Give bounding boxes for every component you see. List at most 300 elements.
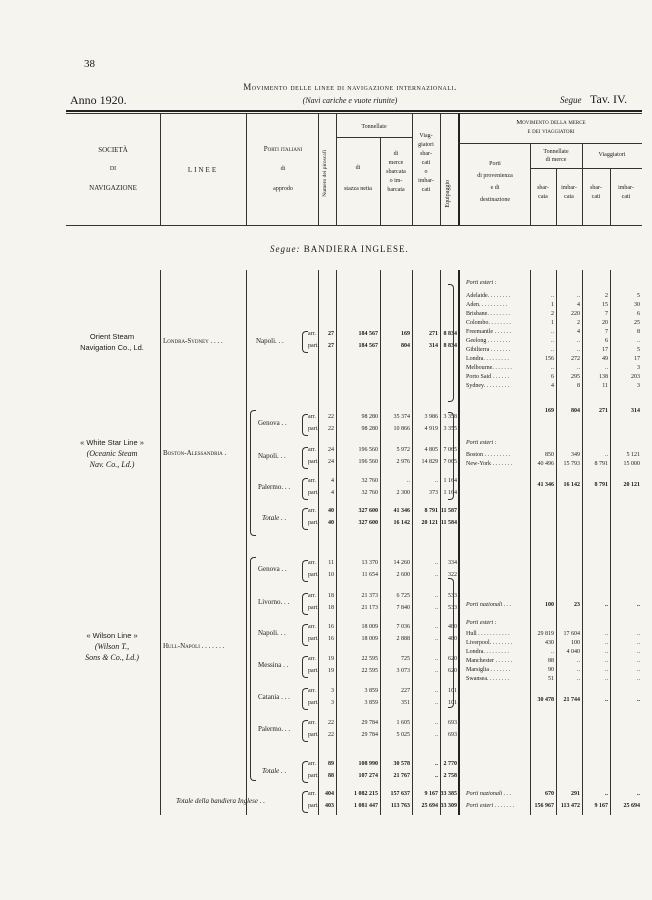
orient-foreign-val-1-1: 1 <box>551 302 554 308</box>
ws-tot-part-col2: 16 142 <box>393 520 410 526</box>
part-label: part. <box>308 605 319 611</box>
orient-foreign-val-7-4: 17 <box>634 356 640 362</box>
grand-total-label: Totale della bandiera Inglese . . <box>176 797 265 805</box>
wl-port-name-3: Messina . . <box>258 661 289 669</box>
page-title: Movimento delle linee di navigazione internazionali. <box>243 82 457 92</box>
orient-foreign-val-6-1: .. <box>551 347 554 353</box>
wl-foreign-val-0-2: 17 604 <box>563 631 580 637</box>
seque-label: Segue <box>560 95 582 105</box>
divider <box>440 113 441 225</box>
wl-3-part-col3: .. <box>435 668 438 674</box>
part-label: part. <box>308 700 319 706</box>
grand-arr-col3: 9 167 <box>424 791 438 797</box>
ws-0-arr-col1: 98 280 <box>361 414 378 420</box>
wl-5-part-col2: 5 025 <box>396 732 410 738</box>
wl-0-arr-col1: 13 370 <box>361 560 378 566</box>
divider <box>160 113 161 225</box>
wl-3-arr-col4: 620 <box>448 656 457 662</box>
wl-4-arr-col3: .. <box>435 688 438 694</box>
grand-arr-col0: 404 <box>325 791 334 797</box>
header-stazza-2: stazza netta <box>344 186 372 192</box>
year-label: Anno 1920. <box>70 93 127 107</box>
orient-foreign-val-3-4: 25 <box>634 320 640 326</box>
company-wilson: « Wilson Line » (Wilson T., Sons & Co., Ld.) <box>85 631 139 662</box>
orient-foreign-val-7-1: 156 <box>545 356 554 362</box>
orient-foreign-val-9-2: 295 <box>571 374 580 380</box>
divider <box>160 270 161 815</box>
wl-5-arr-col2: 1 605 <box>396 720 410 726</box>
wl-1-arr-col0: 18 <box>328 593 334 599</box>
ws-2-arr-col3: .. <box>435 478 438 484</box>
header-linee: LINEE <box>187 166 219 174</box>
header-societa-1: SOCIETÀ <box>98 146 128 154</box>
orient-porti-esteri: Porti esteri : <box>466 280 497 286</box>
wl-foreign-val-1-4: .. <box>637 640 640 646</box>
orient-foreign-val-7-2: 272 <box>571 356 580 362</box>
wl-foreign-val-0-1: 29 819 <box>537 631 554 637</box>
orient-foreign-port-8: Melbourne. . . . . . . <box>466 365 512 371</box>
grand-est-1: 113 472 <box>560 803 580 809</box>
orient-foreign-val-0-2: .. <box>577 293 580 299</box>
wl-5-part-col0: 22 <box>328 732 334 738</box>
orient-part-equip: 8 834 <box>443 343 457 349</box>
ws-foreign-val-1-2: 15 793 <box>563 461 580 467</box>
orient-foreign-val-10-4: 3 <box>637 383 640 389</box>
header-porti-3: approdo <box>273 186 293 192</box>
wl-1-part-col3: .. <box>435 605 438 611</box>
orient-foreign-val-2-3: 7 <box>605 311 608 317</box>
orient-foreign-val-5-4: .. <box>637 338 640 344</box>
orient-foreign-val-4-2: 4 <box>577 329 580 335</box>
orient-foreign-val-2-2: 220 <box>571 311 580 317</box>
part-label: part. <box>308 803 319 809</box>
arr-label: arr. <box>308 478 316 484</box>
header-imbarcati: imbar- cati <box>618 185 634 200</box>
wl-4-arr-col1: 3 859 <box>364 688 378 694</box>
grand-naz-0: 670 <box>545 791 554 797</box>
wl-3-part-col4: 620 <box>448 668 457 674</box>
header-porti-1: Porti italiani <box>263 145 303 153</box>
ws-port-name-2: Palermo. . . <box>258 483 291 491</box>
brace <box>250 557 256 781</box>
wl-port-name-5: Palermo. . . <box>258 725 291 733</box>
orient-foreign-val-4-1: .. <box>551 329 554 335</box>
line-wilson: Hull-Napoli . . . . . . . <box>163 642 225 650</box>
wl-total-vsbar: .. <box>605 697 608 703</box>
wl-total-imbar: 21 744 <box>563 697 580 703</box>
grand-est-2: 9 167 <box>594 803 608 809</box>
wl-2-part-col3: .. <box>435 636 438 642</box>
brace <box>448 412 454 500</box>
wl-5-arr-col1: 29 784 <box>361 720 378 726</box>
wl-5-arr-col4: 693 <box>448 720 457 726</box>
ws-foreign-val-0-3: .. <box>605 452 608 458</box>
part-label: part. <box>308 426 319 432</box>
line-white-star: Boston-Alessandria . <box>163 449 227 457</box>
arr-label: arr. <box>308 761 316 767</box>
brace <box>448 578 454 708</box>
header-societa-3: NAVIGAZIONE <box>89 184 137 192</box>
wl-2-arr-col1: 18 009 <box>361 624 378 630</box>
wl-5-arr-col0: 22 <box>328 720 334 726</box>
part-label: part. <box>308 459 319 465</box>
orient-foreign-val-5-1: .. <box>551 338 554 344</box>
wl-port-name-2: Napoli. . . <box>258 629 286 637</box>
header-imbarcata: imbar- cata <box>561 185 577 200</box>
page-subtitle: (Navi cariche e vuote riunite) <box>302 96 398 105</box>
arr-label: arr. <box>308 414 316 420</box>
orient-foreign-val-10-2: 8 <box>577 383 580 389</box>
wl-foreign-port-4: Marsiglia . . . . . . . <box>466 667 510 673</box>
ws-2-part-col4: 1 164 <box>443 490 457 496</box>
ws-0-arr-col0: 22 <box>328 414 334 420</box>
wl-foreign-val-4-4: .. <box>637 667 640 673</box>
wl-2-arr-col2: 7 036 <box>396 624 410 630</box>
part-label: part. <box>308 636 319 642</box>
orient-foreign-port-5: Geelong . . . . . . . . <box>466 338 511 344</box>
wl-5-arr-col3: .. <box>435 720 438 726</box>
wilson-totale-label: Totale . . <box>262 767 287 775</box>
orient-part-stazza: 184 567 <box>358 343 378 349</box>
section-segue: Segue: <box>270 244 301 254</box>
grand-naz-3: .. <box>637 791 640 797</box>
ws-1-part-col4: 7 065 <box>443 459 457 465</box>
ws-tot-arr-col4: 11 587 <box>440 508 457 514</box>
ws-1-arr-col2: 5 972 <box>396 447 410 453</box>
ws-0-arr-col2: 35 374 <box>393 414 410 420</box>
ws-tot-part-col3: 20 121 <box>421 520 438 526</box>
orient-foreign-val-1-2: 4 <box>577 302 580 308</box>
wl-0-part-col3: .. <box>435 572 438 578</box>
ws-foreign-val-1-3: 8 791 <box>594 461 608 467</box>
orient-foreign-val-7-3: 49 <box>602 356 608 362</box>
orient-total-vsbar: 271 <box>599 408 608 414</box>
wl-1-part-col1: 21 173 <box>361 605 378 611</box>
divider <box>458 270 460 815</box>
orient-foreign-val-8-3: .. <box>605 365 608 371</box>
wl-foreign-port-2: Londra. . . . . . . . . <box>466 649 509 655</box>
orient-foreign-port-6: Gibilterra . . . . . . . <box>466 347 511 353</box>
wl-foreign-val-4-1: 90 <box>548 667 554 673</box>
header-movimento: Movimento della merce e dei viaggiatori <box>516 119 586 135</box>
arr-label: arr. <box>308 447 316 453</box>
orient-foreign-val-10-1: 4 <box>551 383 554 389</box>
orient-foreign-val-9-1: 6 <box>551 374 554 380</box>
ws-0-part-col0: 22 <box>328 426 334 432</box>
header-stazza-1: di <box>355 165 361 171</box>
part-label: part. <box>308 732 319 738</box>
wl-4-part-col0: 3 <box>331 700 334 706</box>
header-porti-2: di <box>280 166 286 172</box>
wl-1-arr-col4: 533 <box>448 593 457 599</box>
grand-arr-col4: 33 385 <box>440 791 457 797</box>
port-orient-napoli: Napoli. . . <box>256 337 284 345</box>
wl-foreign-port-1: Liverpool. . . . . . . . <box>466 640 513 646</box>
wl-4-arr-col2: 227 <box>401 688 410 694</box>
orient-foreign-val-6-2: .. <box>577 347 580 353</box>
orient-foreign-val-9-4: 203 <box>631 374 640 380</box>
grand-arr-col2: 157 637 <box>390 791 410 797</box>
wl-foreign-val-3-2: .. <box>577 658 580 664</box>
wl-4-part-col1: 3 859 <box>364 700 378 706</box>
wl-0-part-col0: 10 <box>328 572 334 578</box>
arr-label: arr. <box>308 624 316 630</box>
wl-porti-nazionali: Porti nazionali . . . <box>466 602 512 608</box>
part-label: part. <box>308 520 319 526</box>
orient-foreign-port-2: Brisbane. . . . . . . . <box>466 311 510 317</box>
wl-naz-imbar: 23 <box>574 602 580 608</box>
ws-tot-part-col4: 11 584 <box>440 520 457 526</box>
orient-foreign-val-1-4: 30 <box>634 302 640 308</box>
wl-2-part-col2: 2 888 <box>396 636 410 642</box>
wl-4-arr-col4: 101 <box>448 688 457 694</box>
ws-tot-arr-col1: 327 600 <box>358 508 378 514</box>
wl-1-part-col2: 7 840 <box>396 605 410 611</box>
wl-foreign-val-2-3: .. <box>605 649 608 655</box>
wl-0-arr-col0: 11 <box>328 560 334 566</box>
wl-foreign-val-0-4: .. <box>637 631 640 637</box>
wl-port-name-0: Genova . . <box>258 565 287 573</box>
wl-total-sbar: 30 478 <box>537 697 554 703</box>
ws-0-arr-col4: 3 358 <box>443 414 457 420</box>
wl-foreign-val-1-2: 100 <box>571 640 580 646</box>
wl-1-part-col0: 18 <box>328 605 334 611</box>
wl-0-arr-col3: .. <box>435 560 438 566</box>
line-orient: Londra-Sydney . . . . <box>163 337 223 345</box>
orient-arr-stazza: 184 567 <box>358 331 378 337</box>
wl-porti-esteri: Porti esteri : <box>466 620 497 626</box>
orient-foreign-val-1-3: 15 <box>602 302 608 308</box>
wl-tot-part-col4: 2 758 <box>443 773 457 779</box>
orient-foreign-port-10: Sydney. . . . . . . . . <box>466 383 510 389</box>
wl-2-part-col1: 18 009 <box>361 636 378 642</box>
wl-foreign-val-3-3: .. <box>605 658 608 664</box>
wl-0-part-col2: 2 600 <box>396 572 410 578</box>
header-viagg2: Viaggiatori <box>598 152 626 158</box>
wl-2-part-col4: 480 <box>448 636 457 642</box>
wl-foreign-val-3-1: 88 <box>548 658 554 664</box>
ws-2-part-col0: 4 <box>331 490 334 496</box>
orient-total-imbar: 804 <box>571 408 580 414</box>
orient-foreign-val-6-4: 5 <box>637 347 640 353</box>
orient-part-piroscafi: 27 <box>328 343 334 349</box>
wl-tot-part-col1: 107 274 <box>358 773 378 779</box>
wl-2-arr-col4: 480 <box>448 624 457 630</box>
wl-4-part-col2: 351 <box>401 700 410 706</box>
orient-foreign-val-3-2: 2 <box>577 320 580 326</box>
ws-2-arr-col4: 1 164 <box>443 478 457 484</box>
orient-part-viagg: 314 <box>429 343 438 349</box>
orient-foreign-val-0-4: 5 <box>637 293 640 299</box>
wl-foreign-val-0-3: .. <box>605 631 608 637</box>
wl-5-part-col1: 29 784 <box>361 732 378 738</box>
orient-foreign-port-3: Colombo. . . . . . . . <box>466 320 511 326</box>
ws-1-part-col1: 196 560 <box>358 459 378 465</box>
wl-port-name-1: Livorno. . . <box>258 598 290 606</box>
orient-arr-viagg: 271 <box>429 331 438 337</box>
orient-foreign-val-10-3: 11 <box>602 383 608 389</box>
wl-3-part-col1: 22 595 <box>361 668 378 674</box>
grand-part-col2: 113 763 <box>390 803 410 809</box>
wl-1-arr-col2: 6 725 <box>396 593 410 599</box>
header-top-rule <box>66 110 642 112</box>
ws-foreign-val-0-1: 850 <box>545 452 554 458</box>
header-equipaggio: Equipaggio <box>445 180 451 208</box>
table-label: Tav. IV. <box>590 92 628 106</box>
grand-part-col0: 403 <box>325 803 334 809</box>
ws-0-part-col2: 10 866 <box>393 426 410 432</box>
ws-1-arr-col3: 4 805 <box>424 447 438 453</box>
wl-1-arr-col1: 21 373 <box>361 593 378 599</box>
part-label: part. <box>308 773 319 779</box>
header-top-rule-thin <box>66 113 642 114</box>
divider <box>246 270 247 815</box>
wl-3-arr-col0: 19 <box>328 656 334 662</box>
ws-0-part-col1: 98 280 <box>361 426 378 432</box>
divider <box>530 168 642 169</box>
orient-foreign-val-0-3: 2 <box>605 293 608 299</box>
orient-foreign-val-8-4: 3 <box>637 365 640 371</box>
wl-foreign-val-5-4: .. <box>637 676 640 682</box>
header-societa-2: DI <box>109 166 117 172</box>
ws-port-name-1: Napoli. . . <box>258 452 286 460</box>
ws-1-arr-col4: 7 065 <box>443 447 457 453</box>
ws-0-arr-col3: 3 986 <box>424 414 438 420</box>
wl-3-arr-col2: 725 <box>401 656 410 662</box>
divider <box>246 113 247 225</box>
orient-foreign-port-1: Aden. . . . . . . . . . <box>466 302 508 308</box>
wl-naz-sbar: 100 <box>545 602 554 608</box>
wl-3-arr-col1: 22 595 <box>361 656 378 662</box>
wl-tot-arr-col3: .. <box>435 761 438 767</box>
grand-part-col3: 25 694 <box>421 803 438 809</box>
ws-porti-esteri: Porti esteri : <box>466 440 497 446</box>
arr-label: arr. <box>308 560 316 566</box>
header-bottom-rule <box>66 225 642 226</box>
orient-total-vimbar: 314 <box>631 408 640 414</box>
orient-foreign-port-9: Porto Said . . . . . . <box>466 374 510 380</box>
ws-port-name-0: Genova . . <box>258 419 287 427</box>
wl-0-part-col4: 322 <box>448 572 457 578</box>
ws-2-part-col2: 2 300 <box>396 490 410 496</box>
wl-foreign-val-5-3: .. <box>605 676 608 682</box>
orient-arr-equip: 8 834 <box>443 331 457 337</box>
wl-tot-arr-col4: 2 770 <box>443 761 457 767</box>
wl-3-part-col0: 19 <box>328 668 334 674</box>
wl-foreign-port-0: Hull . . . . . . . . . . . <box>466 631 510 637</box>
orient-arr-piroscafi: 27 <box>328 331 334 337</box>
divider <box>336 137 412 138</box>
ws-total-sbar: 41 346 <box>537 482 554 488</box>
header-sbarcati: sbar- cati <box>590 185 602 200</box>
wl-foreign-val-1-3: .. <box>605 640 608 646</box>
wl-3-part-col2: 3 073 <box>396 668 410 674</box>
wl-foreign-val-1-1: 430 <box>545 640 554 646</box>
orient-foreign-val-2-4: 6 <box>637 311 640 317</box>
arr-label: arr. <box>308 508 316 514</box>
wl-foreign-val-5-1: 51 <box>548 676 554 682</box>
orient-foreign-val-3-3: 20 <box>602 320 608 326</box>
orient-foreign-val-3-1: 1 <box>551 320 554 326</box>
header-porti-prov: Porti di provenienza e di destinazione <box>477 161 513 203</box>
orient-foreign-port-4: Freemantle . . . . . . <box>466 329 511 335</box>
header-viaggiatori: Viag- giatori sbar- cati o imbar- cati <box>418 133 434 193</box>
part-label: part. <box>308 343 319 349</box>
ws-tot-part-col0: 40 <box>328 520 334 526</box>
ws-total-vsbar: 8 791 <box>594 482 608 488</box>
header-tonnellate: Tonnellate <box>361 124 387 130</box>
ws-2-part-col3: 373 <box>429 490 438 496</box>
wl-5-part-col3: .. <box>435 732 438 738</box>
wl-0-part-col1: 11 654 <box>361 572 378 578</box>
divider <box>458 143 642 144</box>
wl-1-part-col4: 533 <box>448 605 457 611</box>
ws-2-arr-col2: .. <box>407 478 410 484</box>
wl-port-name-4: Catania . . . <box>258 693 290 701</box>
header-numero: Numero dei piroscafi <box>322 150 328 197</box>
ws-0-part-col4: 3 355 <box>443 426 457 432</box>
section-name: BANDIERA INGLESE. <box>303 244 409 254</box>
wl-foreign-val-5-2: .. <box>577 676 580 682</box>
orient-total-sbar: 169 <box>545 408 554 414</box>
wl-3-arr-col3: .. <box>435 656 438 662</box>
grand-est-3: 25 694 <box>623 803 640 809</box>
arr-label: arr. <box>308 688 316 694</box>
orient-part-merce: 804 <box>401 343 410 349</box>
wl-tot-arr-col1: 108 990 <box>358 761 378 767</box>
orient-foreign-port-7: Londra. . . . . . . . . <box>466 356 509 362</box>
ws-foreign-val-1-1: 40 496 <box>537 461 554 467</box>
wl-2-arr-col3: .. <box>435 624 438 630</box>
wl-tot-part-col0: 88 <box>328 773 334 779</box>
company-orient: Orient Steam Navigation Co., Ld. <box>80 332 144 352</box>
grand-naz-1: 291 <box>571 791 580 797</box>
orient-foreign-val-2-1: 2 <box>551 311 554 317</box>
brace <box>250 410 256 536</box>
ws-foreign-val-0-4: 5 121 <box>626 452 640 458</box>
wl-2-arr-col0: 16 <box>328 624 334 630</box>
wl-4-part-col3: .. <box>435 700 438 706</box>
wl-tot-part-col3: .. <box>435 773 438 779</box>
part-label: part. <box>308 668 319 674</box>
wl-naz-vimbar: .. <box>637 602 640 608</box>
brace <box>448 284 454 402</box>
orient-foreign-val-4-3: 7 <box>605 329 608 335</box>
ws-1-part-col0: 24 <box>328 459 334 465</box>
white-star-totale-label: Totale . . <box>262 514 287 522</box>
ws-1-arr-col0: 24 <box>328 447 334 453</box>
orient-foreign-val-8-1: .. <box>551 365 554 371</box>
wl-foreign-port-3: Manchester . . . . . . <box>466 658 512 664</box>
ws-foreign-val-1-4: 15 000 <box>623 461 640 467</box>
grand-est-0: 156 967 <box>534 803 554 809</box>
ws-2-arr-col1: 32 760 <box>361 478 378 484</box>
company-white-star: « White Star Line » (Oceanic Steam Nav. Co., Ld.) <box>80 438 144 469</box>
ws-total-vimbar: 20 121 <box>623 482 640 488</box>
orient-foreign-val-9-3: 138 <box>599 374 608 380</box>
grand-porti-nazionali: Porti nazionali . . . <box>466 791 512 797</box>
orient-foreign-val-5-3: 6 <box>605 338 608 344</box>
arr-label: arr. <box>308 331 316 337</box>
orient-foreign-val-8-2: .. <box>577 365 580 371</box>
wl-tot-arr-col0: 89 <box>328 761 334 767</box>
orient-foreign-port-0: Adelaide. . . . . . . . <box>466 293 511 299</box>
wl-foreign-val-4-2: .. <box>577 667 580 673</box>
orient-foreign-val-4-4: 8 <box>637 329 640 335</box>
header-tonn-merce: Tonnellate di merce <box>543 149 569 163</box>
arr-label: arr. <box>308 593 316 599</box>
wl-4-arr-col0: 3 <box>331 688 334 694</box>
